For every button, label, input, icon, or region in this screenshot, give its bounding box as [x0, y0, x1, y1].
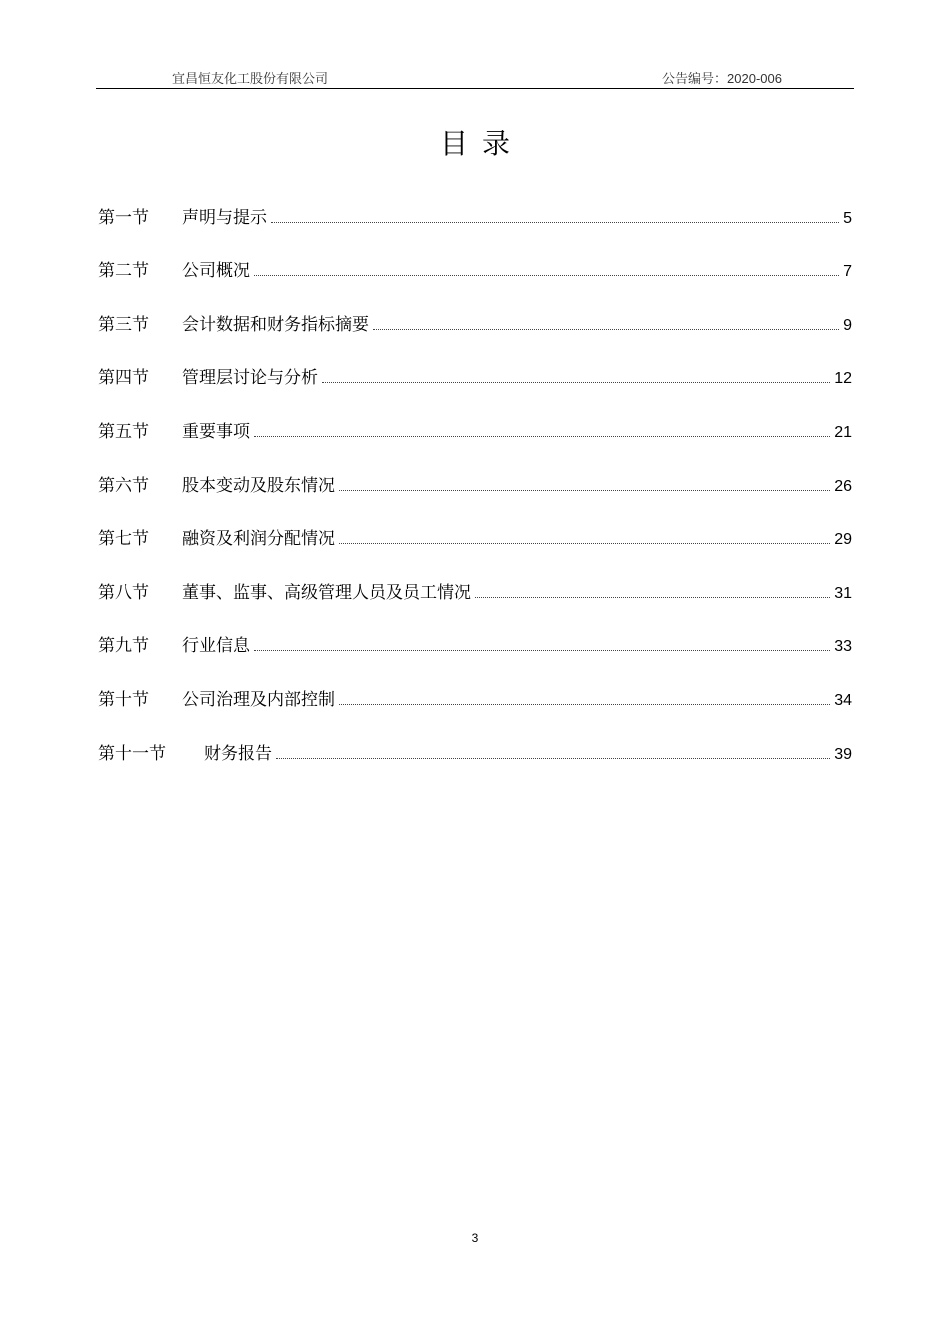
company-name: 宜昌恒友化工股份有限公司 — [172, 72, 329, 87]
toc-item[interactable] — [98, 248, 852, 302]
toc-section-number: 第一节 — [98, 207, 149, 228]
toc-item[interactable] — [98, 355, 852, 409]
toc-page-number: 12 — [834, 370, 852, 388]
announcement-label: 公告编号： — [662, 72, 728, 87]
toc-section-number: 第九节 — [98, 636, 149, 657]
toc-section-title: 重要事项 — [182, 421, 250, 442]
toc-section-number: 第三节 — [98, 314, 149, 335]
page-header — [96, 64, 854, 89]
toc-page-number: 5 — [843, 209, 852, 227]
toc-page-number: 34 — [834, 691, 852, 709]
toc-page-number: 26 — [834, 477, 852, 495]
toc-page-number: 39 — [834, 745, 852, 763]
toc-section-number: 第六节 — [98, 475, 149, 496]
announcement-number — [662, 68, 782, 87]
dot-leader — [475, 596, 830, 598]
toc-section-number: 第四节 — [98, 368, 149, 389]
dot-leader — [271, 221, 839, 223]
toc-page-number: 7 — [843, 263, 852, 281]
toc-item[interactable] — [98, 462, 852, 516]
toc-item[interactable] — [98, 516, 852, 570]
toc-item[interactable] — [98, 623, 852, 677]
toc-section-title: 公司概况 — [182, 261, 250, 282]
toc-section-number: 第二节 — [98, 261, 149, 282]
table-of-contents — [98, 194, 852, 784]
dot-leader — [339, 703, 830, 705]
dot-leader — [254, 649, 830, 651]
toc-section-number: 第十一节 — [98, 743, 166, 764]
toc-item[interactable] — [98, 730, 852, 784]
dot-leader — [254, 435, 830, 437]
dot-leader — [276, 757, 830, 759]
toc-section-title: 声明与提示 — [182, 207, 267, 228]
toc-page-number: 29 — [834, 531, 852, 549]
toc-section-title: 董事、监事、高级管理人员及员工情况 — [182, 582, 471, 603]
toc-section-number: 第八节 — [98, 582, 149, 603]
toc-item[interactable] — [98, 676, 852, 730]
toc-section-number: 第七节 — [98, 529, 149, 550]
page-number: 3 — [471, 1231, 479, 1245]
toc-page-number: 9 — [843, 316, 852, 334]
toc-section-title: 行业信息 — [182, 636, 250, 657]
dot-leader — [339, 489, 830, 491]
toc-section-title: 公司治理及内部控制 — [182, 689, 335, 710]
toc-section-title: 财务报告 — [204, 743, 272, 764]
toc-section-number: 第五节 — [98, 421, 149, 442]
toc-item[interactable] — [98, 408, 852, 462]
dot-leader — [373, 328, 839, 330]
announcement-number-value: 2020-006 — [727, 71, 782, 86]
toc-item[interactable] — [98, 301, 852, 355]
toc-section-title: 管理层讨论与分析 — [182, 368, 318, 389]
toc-section-title: 融资及利润分配情况 — [182, 529, 335, 550]
toc-page-number: 33 — [834, 638, 852, 656]
toc-item[interactable] — [98, 194, 852, 248]
toc-item[interactable] — [98, 569, 852, 623]
toc-page-number: 31 — [834, 584, 852, 602]
toc-section-title: 会计数据和财务指标摘要 — [182, 314, 369, 335]
toc-page-number: 21 — [834, 423, 852, 441]
dot-leader — [254, 274, 839, 276]
dot-leader — [322, 381, 830, 383]
page-title: 目录 — [439, 127, 524, 160]
toc-section-title: 股本变动及股东情况 — [182, 475, 335, 496]
toc-section-number: 第十节 — [98, 689, 149, 710]
dot-leader — [339, 542, 830, 544]
